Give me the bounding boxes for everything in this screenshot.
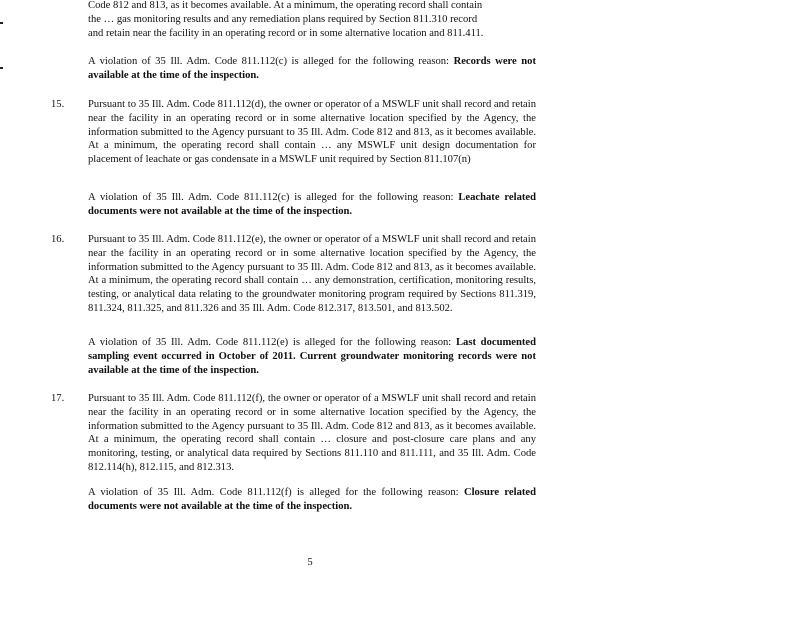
- page-number: 5: [307, 557, 313, 568]
- item-17-violation: [88, 486, 536, 514]
- item-text: Pursuant to 35 Ill. Adm. Code 811.112(f), the owner or operator of a MSWLF unit shall record and retain near the facility in an operating record or in some alternative location specified by the Agency, the information submitted to the Agency pursuant to 35 Ill. Adm. Code 812 and 813, as it becomes available. At a minimum, the operating record shall contain … closure and post-closure care plans and any monitoring, testing, or analytical data required by Sections 811.110 and 811.111, and 35 Ill. Adm. Code 812.114(h), 812.115, and 812.313.: [88, 393, 536, 473]
- continuation-line: Code 812 and 813, as it becomes available. At a minimum, the operating record shall contain: [88, 0, 483, 11]
- violation-reason: Closure related documents were not available at the time of the inspection.: [88, 487, 536, 512]
- violation-prefix: A violation of 35 Ill. Adm. Code 811.112(c) is alleged for the following reason:: [88, 56, 450, 67]
- item-number: 15.: [51, 99, 65, 110]
- item-text: Pursuant to 35 Ill. Adm. Code 811.112(e), the owner or operator of a MSWLF unit shall record and retain near the facility in an operating record or in some alternative location specified by the Agency, the information submitted to the Agency pursuant to 35 Ill. Adm. Code 812 and 813, as it becomes available. At a minimum, the operating record shall contain … any demonstration, certification, monitoring results, testing, or analytical data relating to the groundwater monitoring program required by Sections 811.319, 811.324, 811.325, and 811.326 and 35 Ill. Adm. Code 812.317, 813.501, and 813.502.: [88, 234, 536, 314]
- violation-prefix: A violation of 35 Ill. Adm. Code 811.112(c) is alleged for the following reason:: [88, 192, 454, 203]
- item-17-paragraph: [88, 392, 536, 475]
- violation-prefix: A violation of 35 Ill. Adm. Code 811.112(e) is alleged for the following reason:: [88, 337, 452, 348]
- margin-mark: [0, 22, 3, 24]
- item-16-violation: [88, 336, 536, 377]
- continuation-violation: [88, 55, 536, 83]
- continuation-line: and retain near the facility in an operating record or in some alternative location and 811.411.: [88, 27, 484, 39]
- item-16-paragraph: [88, 233, 536, 316]
- continuation-paragraph: [88, 0, 536, 40]
- violation-reason: Leachate related documents were not available at the time of the inspection.: [88, 192, 536, 217]
- item-15-violation: [88, 191, 536, 219]
- item-15-paragraph: [88, 98, 536, 167]
- item-text: Pursuant to 35 Ill. Adm. Code 811.112(d), the owner or operator of a MSWLF unit shall record and retain near the facility in an operating record or in some alternative location specified by the Agency, the information submitted to the Agency pursuant to 35 Ill. Adm. Code 812 and 813, as it becomes available. At a minimum, the operating record shall contain … any MSWLF unit design documentation for placement of leachate or gas condensate in a MSWLF unit required by Section 811.107(n): [88, 99, 536, 166]
- margin-mark: [0, 67, 3, 69]
- violation-reason: Last documented sampling event occurred in October of 2011. Current groundwater monitoring records were not available at the time of the inspection.: [88, 337, 537, 376]
- continuation-line: the … gas monitoring results and any remediation plans required by Section 811.310 record: [88, 13, 478, 25]
- violation-prefix: A violation of 35 Ill. Adm. Code 811.112(f) is alleged for the following reason:: [88, 487, 459, 498]
- item-number: 16.: [51, 234, 65, 245]
- item-number: 17.: [51, 393, 65, 404]
- violation-reason: Records were not available at the time of the inspection.: [88, 56, 536, 81]
